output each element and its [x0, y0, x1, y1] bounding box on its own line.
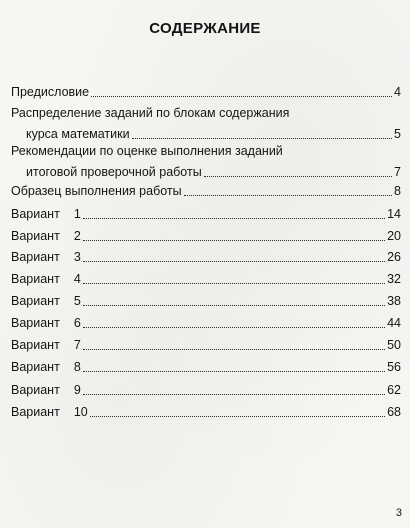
toc-entry-recommendations	[11, 144, 401, 180]
toc-entry-sample	[11, 184, 401, 199]
toc-leader-dots	[83, 305, 385, 306]
toc-entry-label: Предисловие	[11, 85, 90, 99]
toc-leader-dots	[204, 176, 392, 177]
toc-entry-page: 38	[387, 294, 401, 308]
toc-variant-1	[11, 207, 401, 222]
toc-entry-page: 32	[387, 272, 401, 286]
toc-entry-page: 5	[394, 127, 401, 141]
variant-label: Вариант	[11, 360, 60, 374]
variant-label: Вариант	[11, 294, 60, 308]
toc-entry-page: 62	[387, 383, 401, 397]
variant-label: Вариант	[11, 405, 60, 419]
page-title: СОДЕРЖАНИЕ	[149, 20, 261, 37]
variant-label: Вариант	[11, 272, 60, 286]
toc-entry-page: 68	[387, 405, 401, 419]
toc-leader-dots	[83, 283, 385, 284]
variant-label: Вариант	[11, 383, 60, 397]
variant-number: 4	[73, 272, 81, 286]
toc-leader-dots	[184, 195, 392, 196]
toc-entry-page: 8	[394, 184, 401, 198]
variant-number: 3	[73, 250, 81, 264]
variant-number: 2	[73, 229, 81, 243]
toc-variant-10	[11, 405, 401, 420]
toc-entry-page: 7	[394, 165, 401, 179]
variant-number: 5	[73, 294, 81, 308]
toc-variant-5	[11, 294, 401, 309]
toc-entry-page: 26	[387, 250, 401, 264]
toc-leader-dots	[83, 218, 385, 219]
toc-variant-9	[11, 383, 401, 398]
variant-number: 7	[73, 338, 81, 352]
toc-variant-3	[11, 250, 401, 265]
toc-leader-dots	[90, 416, 385, 417]
toc-entry-page: 44	[387, 316, 401, 330]
toc-entry-distribution	[11, 106, 401, 142]
variant-label: Вариант	[11, 207, 60, 221]
toc-leader-dots	[83, 394, 385, 395]
toc-variant-4	[11, 272, 401, 287]
toc-entry-label: курса математики	[26, 127, 130, 141]
toc-entry-page: 56	[387, 360, 401, 374]
toc-variant-8	[11, 360, 401, 375]
variant-number: 1	[73, 207, 81, 221]
toc-entry-first-line: Рекомендации по оценке выполнения заданий	[11, 144, 283, 158]
toc-leader-dots	[132, 138, 392, 139]
toc-entry-page: 20	[387, 229, 401, 243]
toc-entry-label: Образец выполнения работы	[11, 184, 182, 198]
toc-leader-dots	[83, 371, 385, 372]
toc-entry-preface	[11, 85, 401, 100]
toc-entry-page: 50	[387, 338, 401, 352]
toc-leader-dots	[91, 96, 392, 97]
variant-label: Вариант	[11, 316, 60, 330]
variant-number: 10	[73, 405, 88, 419]
toc-leader-dots	[83, 349, 385, 350]
variant-number: 9	[73, 383, 81, 397]
toc-entry-label: итоговой проверочной работы	[26, 165, 202, 179]
variant-label: Вариант	[11, 338, 60, 352]
variant-number: 8	[73, 360, 81, 374]
variant-label: Вариант	[11, 250, 60, 264]
variant-label: Вариант	[11, 229, 60, 243]
toc-entry-page: 14	[387, 207, 401, 221]
variant-number: 6	[73, 316, 81, 330]
toc-variant-7	[11, 338, 401, 353]
toc-variant-6	[11, 316, 401, 331]
toc-entry-first-line: Распределение заданий по блокам содержания	[11, 106, 290, 120]
toc-leader-dots	[83, 261, 385, 262]
toc-leader-dots	[83, 327, 385, 328]
toc-entry-page: 4	[394, 85, 401, 99]
page-number: 3	[395, 507, 402, 519]
toc-variant-2	[11, 229, 401, 244]
toc-leader-dots	[83, 240, 385, 241]
